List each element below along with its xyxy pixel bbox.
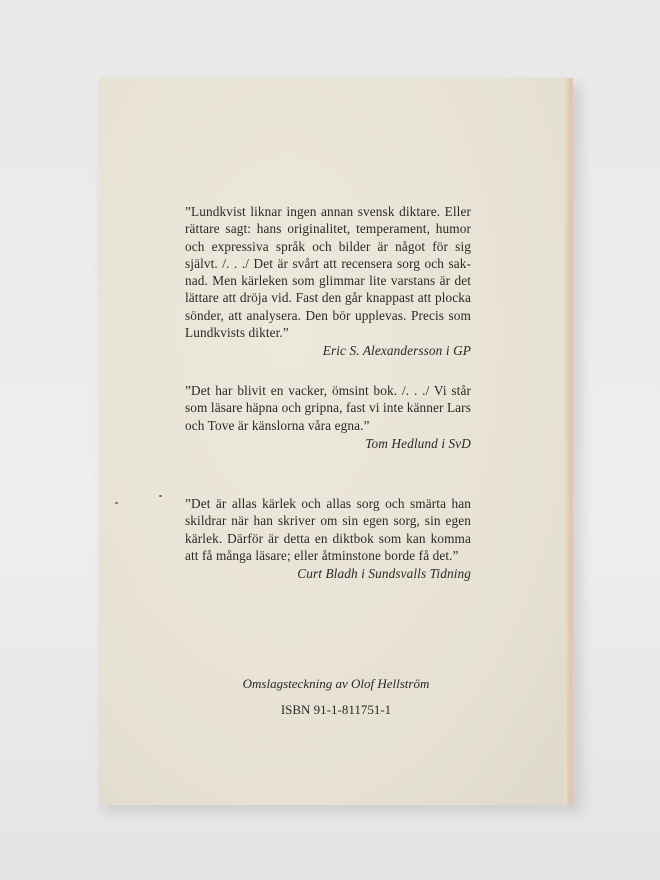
quote-line: skildrar när han skriver om sin egen sorg, sin egen [185,513,471,529]
isbn-number: ISBN 91-1-811751-1 [280,702,392,717]
quote-line: lättare att dröja vid. Fast den går knappast att plocka [185,290,471,306]
quote-line: sönder, att analysera. Den bör upplevas. Precis som [185,307,471,323]
quote-attribution: Eric S. Alexandersson i GP [322,343,471,359]
quote-line: rättare sagt: hans originalitet, temperament, humor [185,221,471,237]
quote-line: som läsare häpna och gripna, fast vi inte känner Lars [185,400,471,416]
quote-line: ”Det har blivit en vacker, ömsint bok. /. . ./ Vi står [185,383,471,398]
quote-line: ”Det är allas kärlek och allas sorg och smärta han [185,496,471,511]
quote-line: nad. Men kärleken som glimmar lite varstans är det [185,273,471,289]
book-back-cover [99,78,573,805]
quote-line: självt. /. . ./ Det är svårt att recensera sorg och sak- [185,255,471,271]
quote-line: och expressiva språk och bilder är något för sig [185,238,471,254]
quote-attribution: Tom Hedlund i SvD [365,435,471,451]
paper-speck [159,495,162,497]
quote-attribution: Curt Bladh i Sundsvalls Tidning [297,566,471,582]
quote-line: ”Lundkvist liknar ingen annan svensk diktare. Eller [185,204,471,219]
paper-speck [115,502,118,504]
quote-line: och Tove är känslorna våra egna.” [185,417,370,433]
quote-line: kärlek. Därför är detta en diktbok som kan komma [185,530,471,546]
cover-art-credit: Omslagsteckning av Olof Hellström [242,676,430,691]
review-quote-2 [185,382,471,452]
review-quote-1 [185,203,471,360]
review-quote-3 [185,495,471,582]
quote-line: Lundkvists dikter.” [185,325,289,341]
quote-line: att få många läsare; eller åtminstone borde få det.” [185,547,459,563]
page-edge [564,78,570,805]
